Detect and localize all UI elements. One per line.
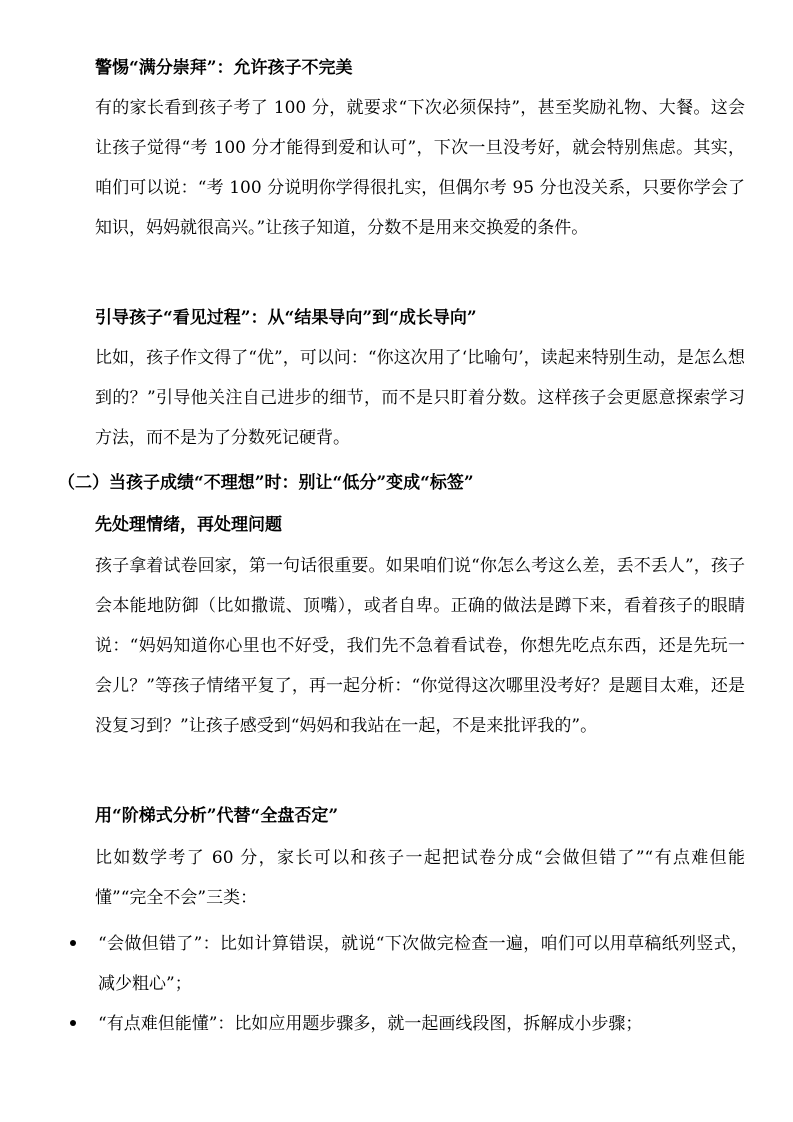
heading-handle-emotion: 先处理情绪，再处理问题 xyxy=(95,515,282,535)
heading-full-score-worship: 警惕“满分崇拜”：允许孩子不完美 xyxy=(95,58,353,78)
list-item-text: “有点难但能懂”：比如应用题步骤多，就一起画线段图，拆解成小步骤； xyxy=(98,1014,643,1034)
paragraph-handle-emotion: 孩子拿着试卷回家，第一句话很重要。如果咱们说“你怎么考这么差，丢不丢人”，孩子会本能地防御（比如撒谎、顶嘴），或者自卑。正确的做法是蹲下来，看着孩子的眼睛说：“妈妈知道你心里也不好受，我们先不急着看试卷，你想先吃点东西，还是先玩一会儿？”等孩子情绪平复了，再一起分析：“你觉得这次哪里没考好？是题目太难，还是没复习到？”让孩子感受到“妈妈和我站在一起，不是来批评我的”。 xyxy=(95,556,745,736)
list-item-text: “会做但错了”：比如计算错误，就说“下次做完检查一遍，咱们可以用草稿纸列竖式，减少粗心”； xyxy=(98,934,748,994)
bullet-dot-icon xyxy=(70,1020,76,1026)
paragraph-full-score-worship: 有的家长看到孩子考了 100 分，就要求“下次必须保持”，甚至奖励礼物、大餐。这会让孩子觉得“考 100 分才能得到爱和认可”，下次一旦没考好，就会特别焦虑。其实，咱们可以说：“考 100 分说明你学得很扎实，但偶尔考 95 分也没关系，只要你学会了知识，妈妈就很高兴。”让孩子知道，分数不是用来交换爱的条件。 xyxy=(95,98,745,238)
paragraph-see-process: 比如，孩子作文得了“优”，可以问：“你这次用了‘比喻句’，读起来特别生动，是怎么想到的？”引导他关注自己进步的细节，而不是只盯着分数。这样孩子会更愿意探索学习方法，而不是为了分数死记硬背。 xyxy=(95,348,745,448)
heading-see-process: 引导孩子“看见过程”：从“结果导向”到“成长导向” xyxy=(95,308,477,328)
section-heading-low-score: （二）当孩子成绩“不理想”时：别让“低分”变成“标签” xyxy=(58,473,474,493)
heading-stepwise-analysis: 用“阶梯式分析”代替“全盘否定” xyxy=(95,806,339,826)
paragraph-stepwise-analysis: 比如数学考了 60 分，家长可以和孩子一起把试卷分成“会做但错了”“有点难但能懂”“完全不会”三类： xyxy=(95,848,745,908)
bullet-dot-icon xyxy=(70,940,76,946)
